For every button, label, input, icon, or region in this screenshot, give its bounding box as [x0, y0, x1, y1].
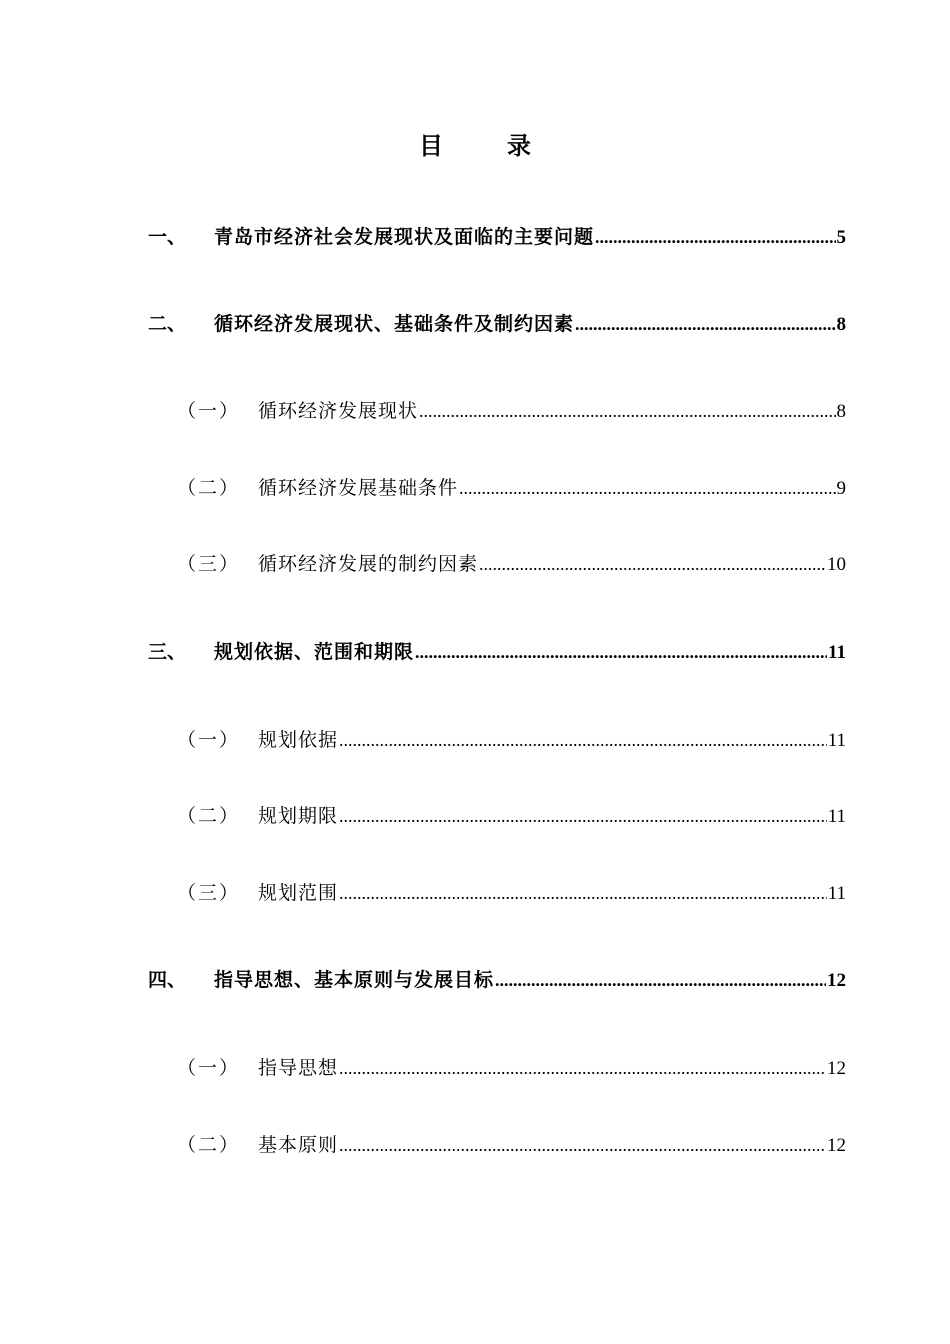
toc-entry-page: 8 — [836, 401, 846, 422]
toc-leader-dots — [415, 637, 827, 667]
toc-entry-1[interactable] — [148, 222, 846, 252]
toc-leader-dots — [339, 878, 827, 908]
toc-entry-label: 循环经济发展的制约因素 — [258, 553, 479, 575]
toc-leader-dots — [419, 396, 835, 426]
toc-entry-label: 循环经济发展现状 — [258, 400, 419, 422]
toc-entry-4-2[interactable] — [177, 1130, 846, 1160]
toc-entry-page: 9 — [836, 478, 846, 499]
toc-entry-page: 12 — [827, 1135, 846, 1156]
toc-entry-2[interactable] — [148, 309, 846, 339]
toc-entry-number: （三） — [177, 553, 241, 575]
toc-leader-dots — [459, 473, 835, 503]
page-title — [0, 128, 950, 164]
toc-leader-dots — [339, 1130, 826, 1160]
toc-entry-4[interactable] — [148, 965, 846, 995]
toc-leader-dots — [339, 801, 827, 831]
toc-entry-label: 循环经济发展基础条件 — [258, 477, 459, 499]
toc-entry-number: （一） — [177, 400, 241, 422]
toc-leader-dots — [339, 1053, 826, 1083]
toc-entry-number: （二） — [177, 1134, 241, 1156]
toc-entry-2-3[interactable] — [177, 549, 846, 579]
toc-leader-dots — [479, 549, 826, 579]
toc-entry-page: 11 — [827, 806, 846, 827]
toc-entry-label: 规划期限 — [258, 805, 339, 827]
toc-entry-page: 11 — [827, 883, 846, 904]
page-title-char-2: 录 — [507, 131, 531, 160]
toc-entry-number: 四、 — [148, 969, 187, 991]
toc-entry-page: 12 — [827, 1058, 846, 1079]
toc-entry-label: 循环经济发展现状、基础条件及制约因素 — [214, 313, 575, 335]
toc-leader-dots — [595, 222, 835, 252]
toc-entry-number: （三） — [177, 882, 241, 904]
toc-leader-dots — [495, 965, 826, 995]
toc-entry-page: 8 — [836, 314, 846, 335]
toc-entry-label: 规划依据 — [258, 729, 339, 751]
toc-entry-page: 5 — [836, 227, 846, 248]
toc-entry-2-1[interactable] — [177, 396, 846, 426]
toc-entry-label: 指导思想 — [258, 1057, 339, 1079]
toc-entry-number: （二） — [177, 805, 241, 827]
toc-entry-3[interactable] — [148, 637, 846, 667]
toc-entry-label: 基本原则 — [258, 1134, 339, 1156]
toc-entry-3-2[interactable] — [177, 801, 846, 831]
page-title-char-1: 目 — [419, 131, 443, 160]
toc-entry-number: 一、 — [148, 226, 187, 248]
toc-entry-3-1[interactable] — [177, 725, 846, 755]
toc-entry-number: （二） — [177, 477, 241, 499]
toc-entry-number: 二、 — [148, 313, 187, 335]
toc-entry-label: 规划依据、范围和期限 — [214, 641, 415, 663]
toc-entry-label: 指导思想、基本原则与发展目标 — [214, 969, 495, 991]
toc-entry-3-3[interactable] — [177, 878, 846, 908]
toc-entry-label: 规划范围 — [258, 882, 339, 904]
toc-entry-page: 11 — [828, 642, 846, 663]
toc-entry-2-2[interactable] — [177, 473, 846, 503]
toc-entry-page: 12 — [827, 970, 846, 991]
toc-entry-number: （一） — [177, 1057, 241, 1079]
toc-leader-dots — [575, 309, 835, 339]
toc-entry-page: 10 — [827, 554, 846, 575]
toc-entry-label: 青岛市经济社会发展现状及面临的主要问题 — [214, 226, 595, 248]
toc-entry-number: 三、 — [148, 641, 187, 663]
toc-entry-page: 11 — [827, 730, 846, 751]
toc-entry-4-1[interactable] — [177, 1053, 846, 1083]
toc-entry-number: （一） — [177, 729, 241, 751]
toc-leader-dots — [339, 725, 827, 755]
